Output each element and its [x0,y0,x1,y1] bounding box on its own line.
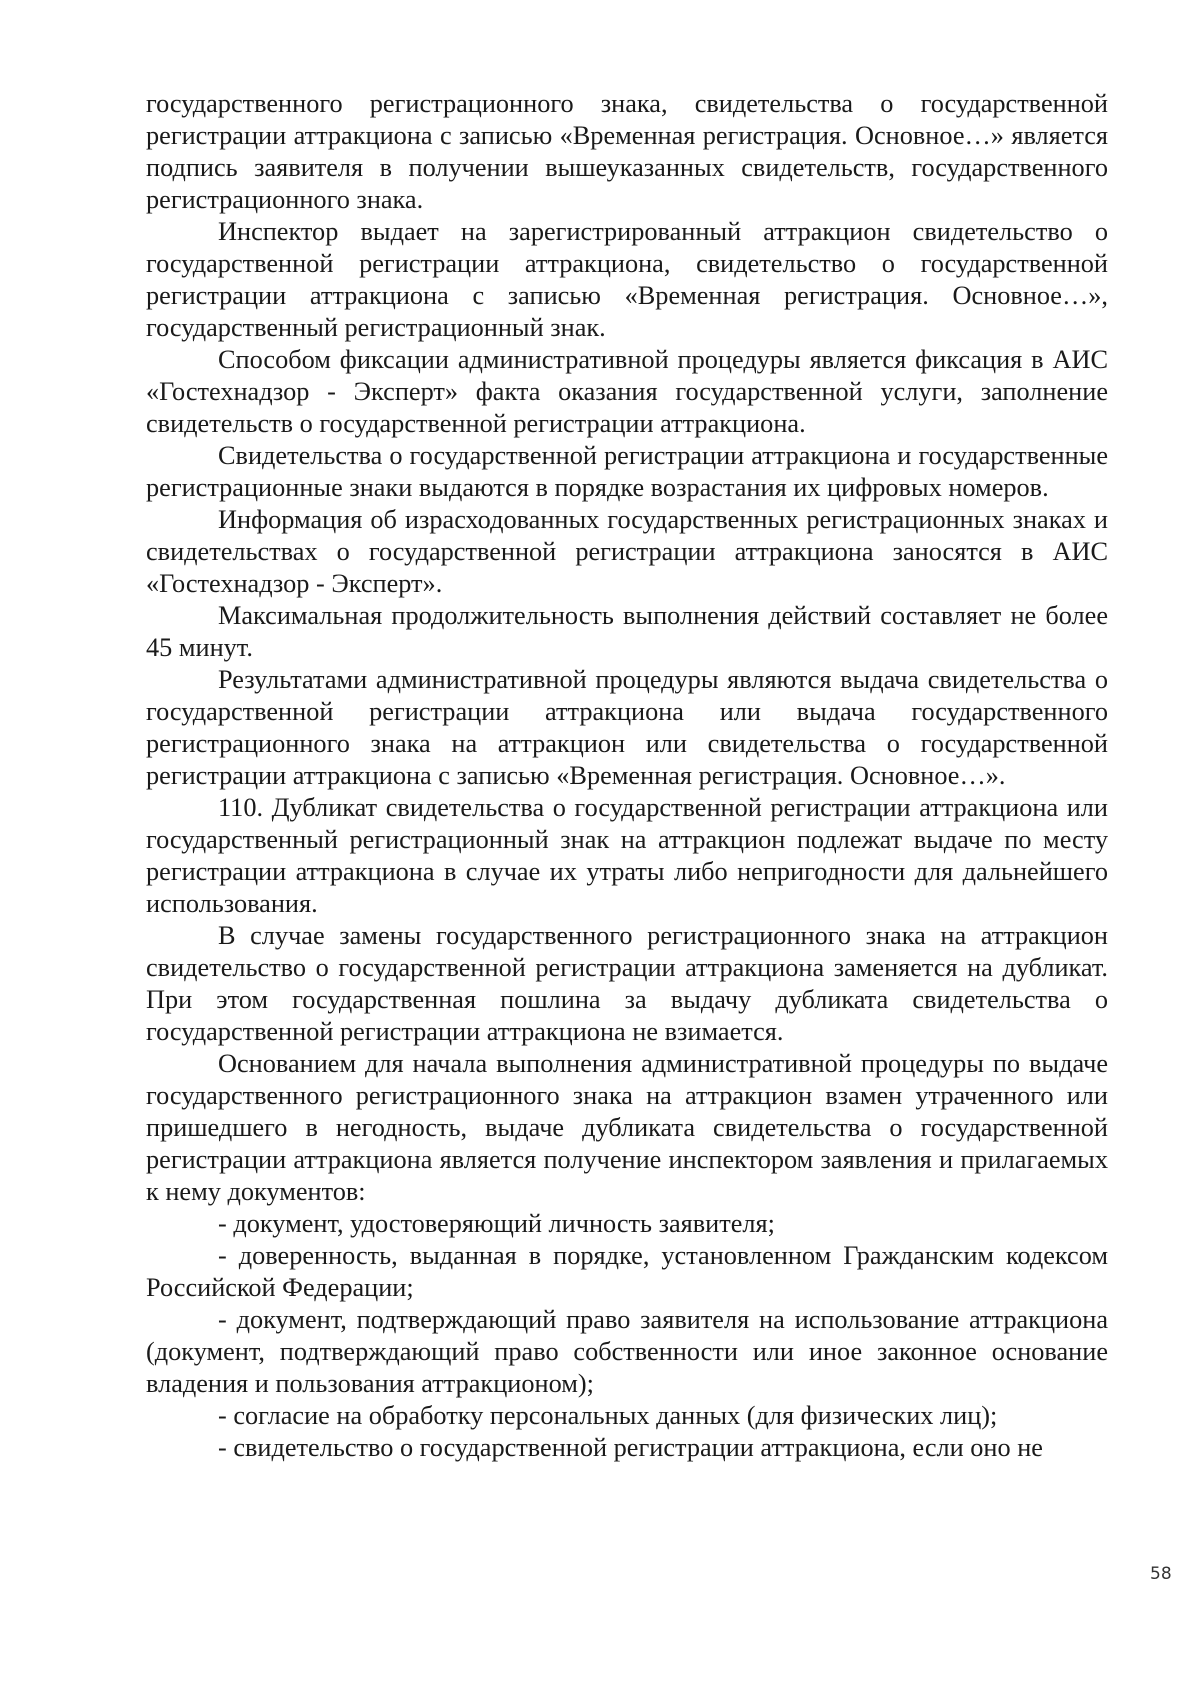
list-item: - доверенность, выданная в порядке, установленном Гражданским кодексом Российской Федерации; [146,1241,1108,1302]
paragraph: Основанием для начала выполнения административной процедуры по выдаче государственного регистрационного знака на аттракцион взамен утраченного или пришедшего в негодность, выдаче дубликата свидетельства о государственной регистрации аттракциона является получение инспектором заявления и прилагаемых к нему документов: [146,1049,1108,1206]
page-number: 58 [1150,1564,1172,1584]
paragraph: Инспектор выдает на зарегистрированный аттракцион свидетельство о государственной регистрации аттракциона, свидетельство о государственной регистрации аттракциона с записью «Временная регистрация. Основное…», государственный регистрационный знак. [146,217,1108,342]
paragraph: Информация об израсходованных государственных регистрационных знаках и свидетельствах о государственной регистрации аттракциона заносятся в АИС «Гостехнадзор - Эксперт». [146,505,1108,598]
list-item: - согласие на обработку персональных данных (для физических лиц); [218,1401,998,1430]
document-body [146,88,1108,1464]
paragraph: Способом фиксации административной процедуры является фиксация в АИС «Гостехнадзор - Эксперт» факта оказания государственной услуги, заполнение свидетельств о государственной регистрации аттракциона. [146,345,1108,438]
paragraph: Результатами административной процедуры являются выдача свидетельства о государственной регистрации аттракциона или выдача государственного регистрационного знака на аттракцион или свидетельства о государственной регистрации аттракциона с записью «Временная регистрация. Основное…». [146,665,1108,790]
paragraph: Свидетельства о государственной регистрации аттракциона и государственные регистрационные знаки выдаются в порядке возрастания их цифровых номеров. [146,441,1108,502]
list-item: - документ, подтверждающий право заявителя на использование аттракциона (документ, подтверждающий право собственности или иное законное основание владения и пользования аттракционом); [146,1305,1108,1398]
paragraph-continuation: государственного регистрационного знака, свидетельства о государственной регистрации аттракциона с записью «Временная регистрация. Основное…» является подпись заявителя в получении вышеуказанных свидетельств, государственного регистрационного знака. [146,89,1108,214]
paragraph-110: 110. Дубликат свидетельства о государственной регистрации аттракциона или государственный регистрационный знак на аттракцион подлежат выдаче по месту регистрации аттракциона в случае их утраты либо непригодности для дальнейшего использования. [146,793,1108,918]
paragraph: В случае замены государственного регистрационного знака на аттракцион свидетельство о государственной регистрации аттракциона заменяется на дубликат. При этом государственная пошлина за выдачу дубликата свидетельства о государственной регистрации аттракциона не взимается. [146,921,1108,1046]
list-item: - документ, удостоверяющий личность заявителя; [218,1209,775,1238]
list-item: - свидетельство о государственной регистрации аттракциона, если оно не [218,1433,1043,1462]
paragraph: Максимальная продолжительность выполнения действий составляет не более 45 минут. [146,601,1108,662]
